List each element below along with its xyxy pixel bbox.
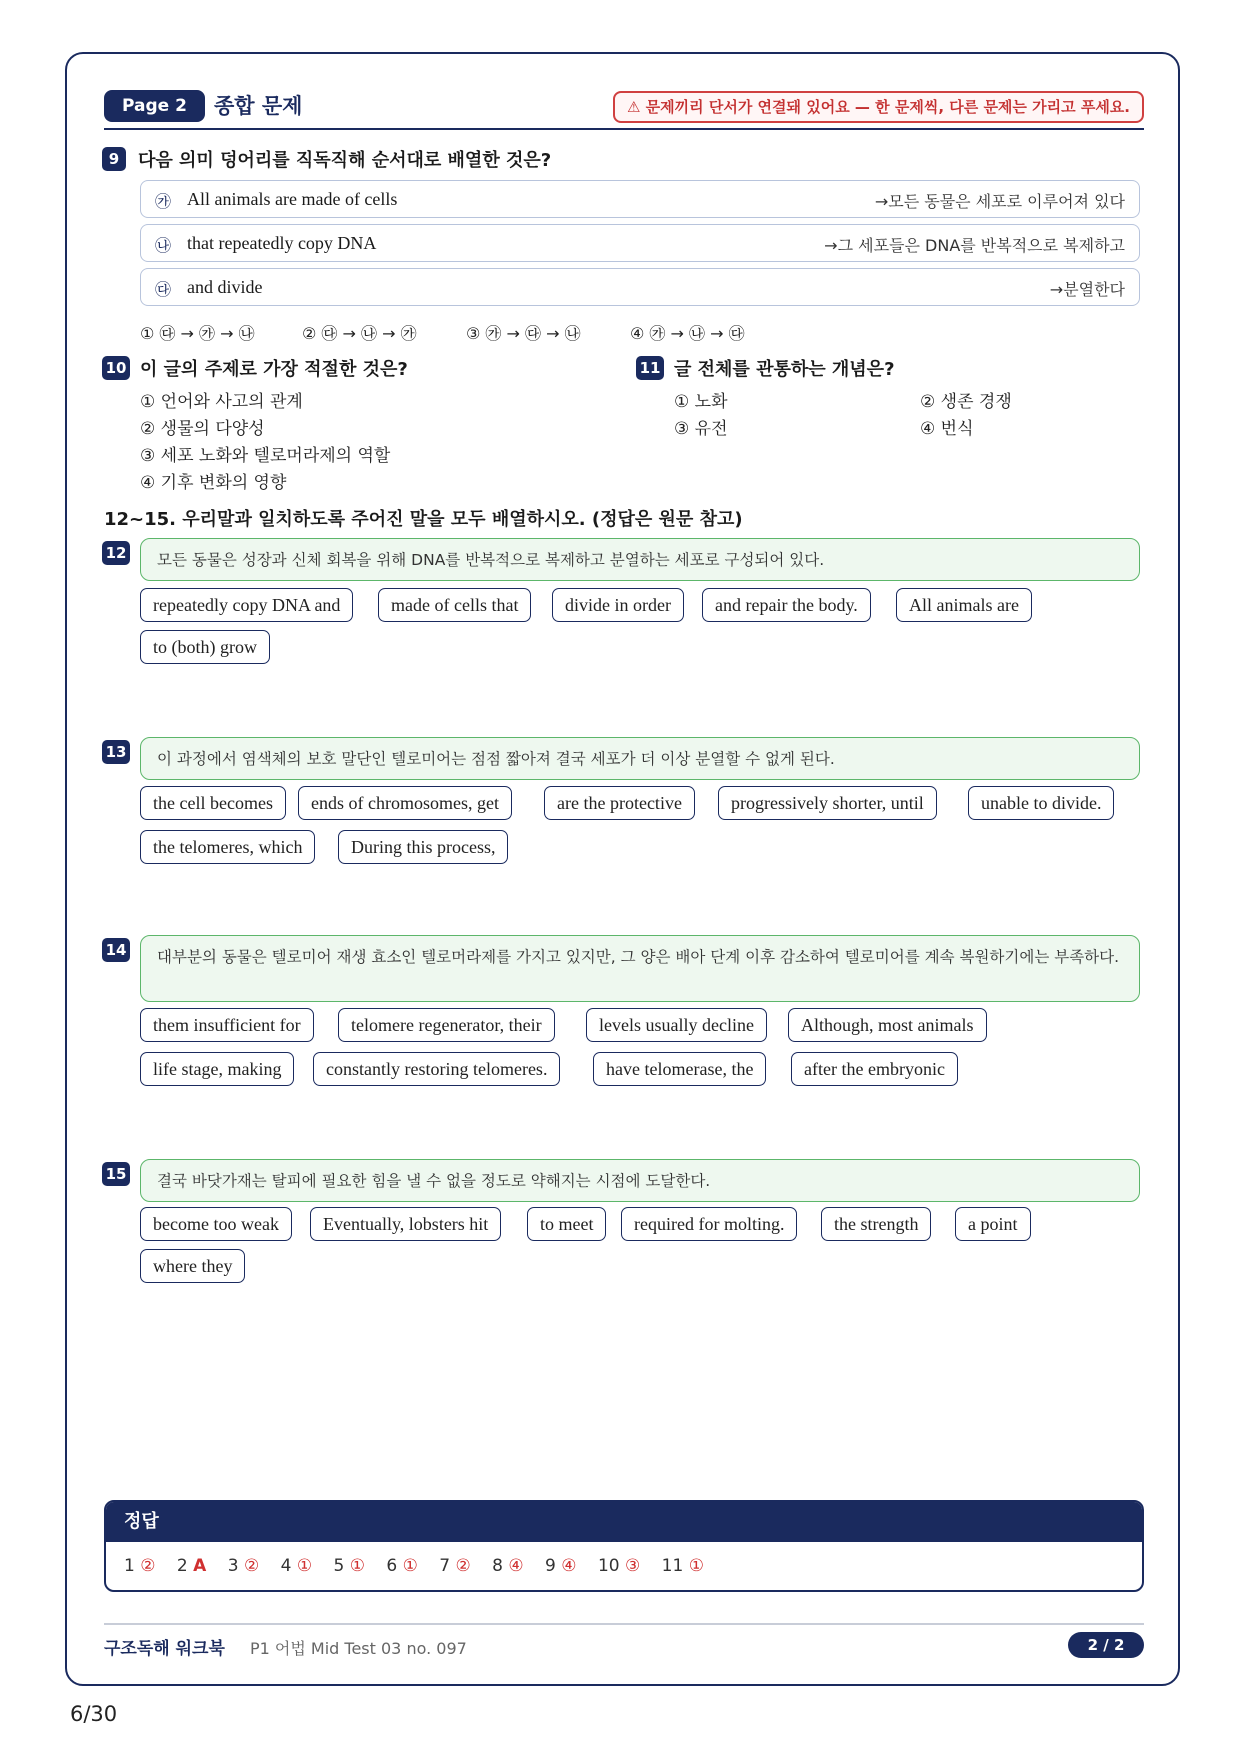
- word-chip[interactable]: divide in order: [552, 588, 684, 622]
- chunk-row-b: [140, 224, 1140, 262]
- answer-item: 4 ①: [280, 1556, 313, 1576]
- word-chip[interactable]: required for molting.: [621, 1207, 797, 1241]
- answer-item: 7 ②: [439, 1556, 471, 1576]
- answer-item: 11 ①: [661, 1556, 704, 1576]
- word-chip[interactable]: the strength: [821, 1207, 931, 1241]
- word-chip[interactable]: progressively shorter, until: [718, 786, 937, 820]
- section-title: 종합 문제: [214, 94, 303, 118]
- q11-option-3[interactable]: ③ 유전: [674, 419, 728, 439]
- q11-option-4[interactable]: ④ 번식: [920, 419, 974, 439]
- word-chip[interactable]: where they: [140, 1249, 245, 1283]
- answer-key-panel: [104, 1500, 1144, 1592]
- q12-korean-sentence: 모든 동물은 성장과 신체 회복을 위해 DNA를 반복적으로 복제하고 분열하는 세포로 구성되어 있다.: [140, 538, 1140, 581]
- q15-korean-sentence: 결국 바닷가재는 탈피에 필요한 힘을 낼 수 없을 정도로 약해지는 시점에 도달한다.: [140, 1159, 1140, 1202]
- word-chip[interactable]: become too weak: [140, 1207, 292, 1241]
- q10-option-4[interactable]: ④ 기후 변화의 영향: [140, 473, 287, 493]
- question-10-text: 이 글의 주제로 가장 적절한 것은?: [140, 359, 408, 380]
- q14-chip-bank: [140, 1008, 1150, 1088]
- page-header: [104, 90, 1144, 130]
- q11-option-2[interactable]: ② 생존 경쟁: [920, 392, 1012, 412]
- word-chip[interactable]: Although, most animals: [788, 1008, 987, 1042]
- chunk-marker: ㉮: [155, 192, 172, 211]
- chunk-marker: ㉰: [155, 280, 172, 299]
- question-11-text: 글 전체를 관통하는 개념은?: [674, 359, 895, 380]
- chunk-korean: →모든 동물은 세포로 이루어져 있다: [874, 192, 1125, 211]
- question-14-number: 14: [102, 938, 130, 962]
- word-chip[interactable]: to meet: [527, 1207, 606, 1241]
- question-9-number: 9: [102, 147, 126, 171]
- word-chip[interactable]: have telomerase, the: [593, 1052, 766, 1086]
- answer-item: 10 ③: [597, 1556, 641, 1576]
- chunk-marker: ㉯: [155, 236, 172, 255]
- word-chip[interactable]: levels usually decline: [586, 1008, 767, 1042]
- q9-option-3[interactable]: ③ ㉮ → ㉰ → ㉯: [466, 324, 581, 343]
- word-chip[interactable]: ends of chromosomes, get: [298, 786, 512, 820]
- chunk-english: that repeatedly copy DNA: [187, 233, 377, 253]
- answer-item: 3 ②: [227, 1556, 260, 1576]
- chunk-korean: →분열한다: [1049, 280, 1125, 299]
- word-chip[interactable]: to (both) grow: [140, 630, 270, 664]
- q12-chip-bank: [140, 588, 1150, 668]
- q10-option-1[interactable]: ① 언어와 사고의 관계: [140, 392, 303, 412]
- word-chip[interactable]: telomere regenerator, their: [338, 1008, 555, 1042]
- chunk-english: and divide: [187, 277, 263, 297]
- q14-korean-sentence: 대부분의 동물은 텔로미어 재생 효소인 텔로머라제를 가지고 있지만, 그 양은 배아 단계 이후 감소하여 텔로미어를 계속 복원하기에는 부족하다.: [140, 935, 1140, 1002]
- question-9-text: 다음 의미 덩어리를 직독직해 순서대로 배열한 것은?: [138, 150, 552, 171]
- q10-option-2[interactable]: ② 생물의 다양성: [140, 419, 265, 439]
- word-chip[interactable]: All animals are: [896, 588, 1032, 622]
- q11-option-1[interactable]: ① 노화: [674, 392, 728, 412]
- chunk-row-a: [140, 180, 1140, 218]
- warning-banner: ⚠ 문제끼리 단서가 연결돼 있어요 — 한 문제씩, 다른 문제는 가리고 푸세요.: [613, 91, 1144, 123]
- q9-option-1[interactable]: ① ㉰ → ㉮ → ㉯: [140, 324, 255, 343]
- answer-item: 9 ④: [545, 1556, 577, 1576]
- header-divider: [104, 128, 1144, 130]
- page-label-badge: Page 2: [104, 90, 205, 122]
- q13-chip-bank: [140, 786, 1150, 866]
- chunk-english: All animals are made of cells: [187, 189, 398, 209]
- q10-option-3[interactable]: ③ 세포 노화와 텔로머라제의 역할: [140, 446, 391, 466]
- word-chip[interactable]: the cell becomes: [140, 786, 286, 820]
- footer-page-badge: 2 / 2: [1068, 1632, 1144, 1658]
- word-chip[interactable]: a point: [955, 1207, 1031, 1241]
- section-12-15-instructions: 12~15. 우리말과 일치하도록 주어진 말을 모두 배열하시오. (정답은 원문 참고): [104, 509, 743, 530]
- footer-subtitle: P1 어법 Mid Test 03 no. 097: [250, 1639, 467, 1658]
- question-15-number: 15: [102, 1162, 130, 1186]
- answer-key-title: 정답: [106, 1502, 1142, 1542]
- q9-option-4[interactable]: ④ ㉮ → ㉯ → ㉰: [630, 324, 745, 343]
- word-chip[interactable]: are the protective: [544, 786, 695, 820]
- footer-title: 구조독해 워크북: [104, 1639, 225, 1659]
- answer-item: 6 ①: [386, 1556, 418, 1576]
- q9-option-2[interactable]: ② ㉰ → ㉯ → ㉮: [302, 324, 417, 343]
- answer-item: 2 A: [176, 1556, 207, 1576]
- question-12-number: 12: [102, 541, 130, 565]
- question-13-number: 13: [102, 740, 130, 764]
- word-chip[interactable]: repeatedly copy DNA and: [140, 588, 353, 622]
- page-counter: 6/30: [70, 1702, 118, 1726]
- answer-item: 5 ①: [333, 1556, 365, 1576]
- word-chip[interactable]: Eventually, lobsters hit: [310, 1207, 501, 1241]
- answer-item: 1 ②: [124, 1556, 156, 1576]
- chunk-row-c: [140, 268, 1140, 306]
- word-chip[interactable]: after the embryonic: [791, 1052, 958, 1086]
- word-chip[interactable]: and repair the body.: [702, 588, 871, 622]
- word-chip[interactable]: the telomeres, which: [140, 830, 315, 864]
- question-10-number: 10: [102, 356, 130, 380]
- word-chip[interactable]: made of cells that: [378, 588, 531, 622]
- answer-key-list: [124, 1556, 720, 1576]
- word-chip[interactable]: unable to divide.: [968, 786, 1114, 820]
- word-chip[interactable]: life stage, making: [140, 1052, 294, 1086]
- word-chip[interactable]: them insufficient for: [140, 1008, 314, 1042]
- question-11-number: 11: [636, 356, 664, 380]
- word-chip[interactable]: During this process,: [338, 830, 508, 864]
- footer-divider: [104, 1623, 1144, 1625]
- q13-korean-sentence: 이 과정에서 염색체의 보호 말단인 텔로미어는 점점 짧아져 결국 세포가 더 이상 분열할 수 없게 된다.: [140, 737, 1140, 780]
- answer-item: 8 ④: [492, 1556, 524, 1576]
- chunk-korean: →그 세포들은 DNA를 반복적으로 복제하고: [824, 236, 1125, 255]
- word-chip[interactable]: constantly restoring telomeres.: [313, 1052, 560, 1086]
- q15-chip-bank: [140, 1207, 1150, 1287]
